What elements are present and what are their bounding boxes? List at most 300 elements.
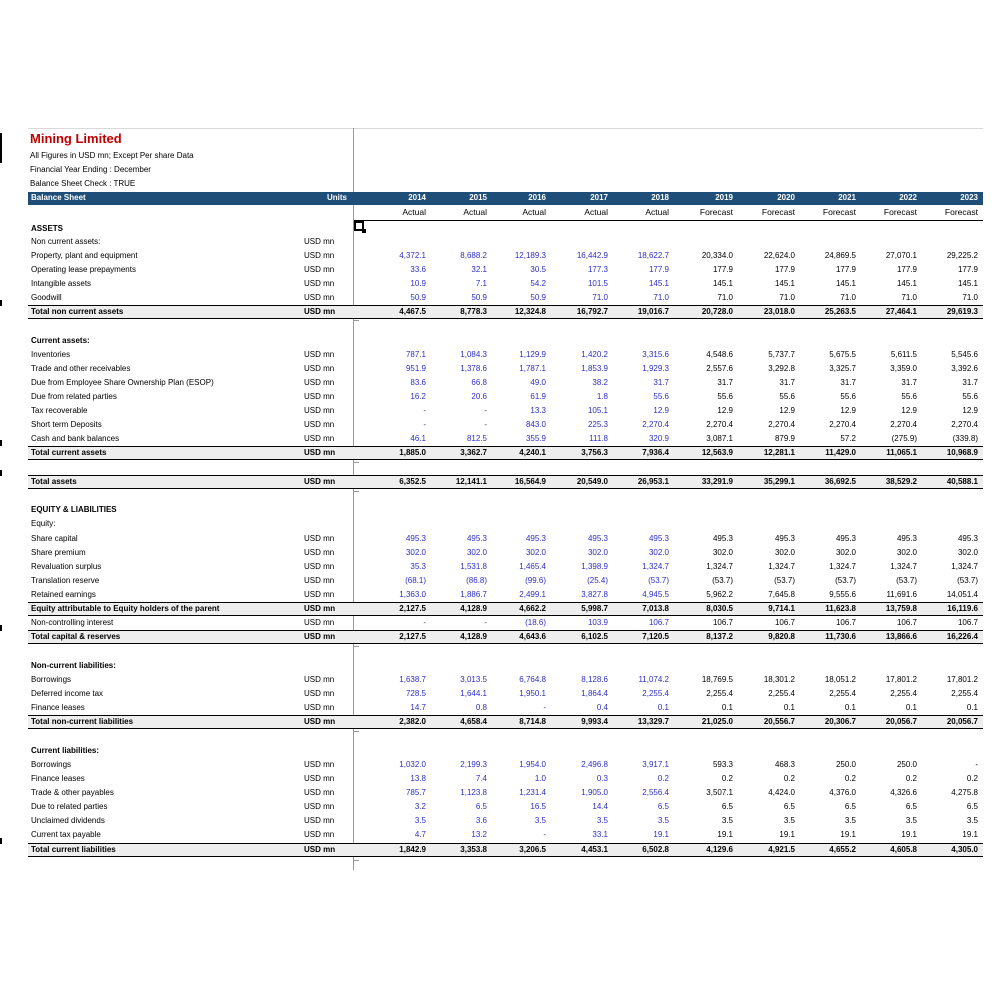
value-cell-2020[interactable]: 12,281.1: [763, 448, 795, 457]
value-cell-2022[interactable]: 38,529.2: [885, 477, 917, 486]
value-cell-2023[interactable]: 6.5: [966, 802, 978, 811]
value-cell-2017[interactable]: (25.4): [587, 576, 608, 585]
value-cell-2021[interactable]: 495.3: [835, 534, 856, 543]
value-cell-2021[interactable]: 4,376.0: [829, 788, 856, 797]
value-cell-2018[interactable]: 0.2: [657, 774, 669, 783]
value-cell-2023[interactable]: 3,392.6: [951, 364, 978, 373]
value-cell-2023[interactable]: 177.9: [957, 265, 978, 274]
value-cell-2014[interactable]: 3.5: [414, 816, 426, 825]
value-cell-2017[interactable]: 302.0: [587, 548, 608, 557]
value-cell-2023[interactable]: 40,588.1: [946, 477, 978, 486]
value-cell-2018[interactable]: 6.5: [657, 802, 669, 811]
value-cell-2015[interactable]: 1,531.8: [460, 562, 487, 571]
value-cell-2019[interactable]: 8,030.5: [706, 604, 733, 613]
value-cell-2022[interactable]: 55.6: [901, 392, 917, 401]
value-cell-2020[interactable]: 4,424.0: [768, 788, 795, 797]
value-cell-2014[interactable]: 787.1: [405, 350, 426, 359]
value-cell-2015[interactable]: 8,778.3: [460, 307, 487, 316]
value-cell-2021[interactable]: 5,675.5: [829, 350, 856, 359]
value-cell-2022[interactable]: 1,324.7: [890, 562, 917, 571]
value-cell-2020[interactable]: 3,292.8: [768, 364, 795, 373]
value-cell-2021[interactable]: 302.0: [835, 548, 856, 557]
value-cell-2015[interactable]: 50.9: [471, 293, 487, 302]
value-cell-2023[interactable]: 17,801.2: [946, 675, 978, 684]
value-cell-2022[interactable]: 31.7: [901, 378, 917, 387]
value-cell-2018[interactable]: 2,255.4: [642, 689, 669, 698]
value-cell-2021[interactable]: 18,051.2: [824, 675, 856, 684]
value-cell-2022[interactable]: 5,611.5: [890, 350, 917, 359]
value-cell-2015[interactable]: 495.3: [466, 534, 487, 543]
value-cell-2015[interactable]: 2,199.3: [460, 760, 487, 769]
value-cell-2018[interactable]: (53.7): [648, 576, 669, 585]
value-cell-2020[interactable]: (53.7): [774, 576, 795, 585]
value-cell-2019[interactable]: 3.5: [721, 816, 733, 825]
value-cell-2021[interactable]: 11,429.0: [825, 448, 856, 457]
value-cell-2021[interactable]: 71.0: [840, 293, 856, 302]
value-cell-2014[interactable]: 495.3: [405, 534, 426, 543]
value-cell-2020[interactable]: 1,324.7: [768, 562, 795, 571]
value-cell-2021[interactable]: 20,306.7: [824, 717, 856, 726]
value-cell-2021[interactable]: 2,270.4: [829, 420, 856, 429]
value-cell-2016[interactable]: 4,643.6: [519, 632, 546, 641]
value-cell-2015[interactable]: 1,084.3: [460, 350, 487, 359]
value-cell-2018[interactable]: 177.9: [648, 265, 669, 274]
value-cell-2022[interactable]: 20,056.7: [885, 717, 917, 726]
value-cell-2017[interactable]: 3,756.3: [581, 448, 608, 457]
value-cell-2020[interactable]: 0.2: [783, 774, 795, 783]
value-cell-2023[interactable]: 4,305.0: [951, 845, 978, 854]
value-cell-2016[interactable]: 30.5: [530, 265, 546, 274]
value-cell-2021[interactable]: 145.1: [835, 279, 856, 288]
value-cell-2018[interactable]: 7,013.8: [642, 604, 669, 613]
value-cell-2016[interactable]: (18.6): [525, 618, 546, 627]
value-cell-2017[interactable]: 1,905.0: [581, 788, 608, 797]
value-cell-2019[interactable]: 33,291.9: [701, 477, 733, 486]
value-cell-2021[interactable]: 55.6: [840, 392, 856, 401]
value-cell-2020[interactable]: 20,556.7: [763, 717, 795, 726]
value-cell-2023[interactable]: 20,056.7: [946, 717, 978, 726]
value-cell-2014[interactable]: (68.1): [405, 576, 426, 585]
value-cell-2018[interactable]: 106.7: [648, 618, 669, 627]
value-cell-2016[interactable]: 6,764.8: [519, 675, 546, 684]
value-cell-2015[interactable]: 1,644.1: [460, 689, 487, 698]
value-cell-2020[interactable]: 4,921.5: [768, 845, 795, 854]
value-cell-2016[interactable]: 1,954.0: [519, 760, 546, 769]
value-cell-2020[interactable]: 879.9: [774, 434, 795, 443]
value-cell-2020[interactable]: 35,299.1: [763, 477, 795, 486]
value-cell-2023[interactable]: 31.7: [962, 378, 978, 387]
value-cell-2023[interactable]: 0.1: [966, 703, 978, 712]
value-cell-2015[interactable]: -: [484, 618, 487, 627]
value-cell-2019[interactable]: 4,129.6: [706, 845, 733, 854]
value-cell-2016[interactable]: 50.9: [530, 293, 546, 302]
value-cell-2022[interactable]: (275.9): [891, 434, 917, 443]
value-cell-2018[interactable]: 1,324.7: [642, 562, 669, 571]
value-cell-2015[interactable]: (86.8): [466, 576, 487, 585]
value-cell-2016[interactable]: 495.3: [525, 534, 546, 543]
value-cell-2021[interactable]: 19.1: [840, 830, 856, 839]
value-cell-2019[interactable]: (53.7): [712, 576, 733, 585]
value-cell-2014[interactable]: 2,127.5: [399, 604, 426, 613]
value-cell-2018[interactable]: 19.1: [653, 830, 669, 839]
value-cell-2019[interactable]: 5,962.2: [706, 590, 733, 599]
value-cell-2022[interactable]: 11,065.1: [886, 448, 917, 457]
value-cell-2015[interactable]: 1,886.7: [460, 590, 487, 599]
value-cell-2019[interactable]: 2,270.4: [706, 420, 733, 429]
value-cell-2020[interactable]: 5,737.7: [768, 350, 795, 359]
value-cell-2017[interactable]: 20,549.0: [576, 477, 608, 486]
value-cell-2021[interactable]: (53.7): [835, 576, 856, 585]
value-cell-2017[interactable]: 1,420.2: [581, 350, 608, 359]
value-cell-2015[interactable]: 1,378.6: [460, 364, 487, 373]
value-cell-2023[interactable]: 3.5: [966, 816, 978, 825]
value-cell-2022[interactable]: 71.0: [901, 293, 917, 302]
value-cell-2017[interactable]: 9,993.4: [581, 717, 608, 726]
value-cell-2014[interactable]: 4,467.5: [399, 307, 426, 316]
value-cell-2022[interactable]: 11,691.6: [886, 590, 917, 599]
value-cell-2019[interactable]: 495.3: [712, 534, 733, 543]
value-cell-2018[interactable]: 12.9: [653, 406, 669, 415]
value-cell-2018[interactable]: 6,502.8: [642, 845, 669, 854]
value-cell-2020[interactable]: 2,255.4: [768, 689, 795, 698]
value-cell-2015[interactable]: 4,658.4: [460, 717, 487, 726]
value-cell-2014[interactable]: 302.0: [405, 548, 426, 557]
value-cell-2022[interactable]: 2,270.4: [890, 420, 917, 429]
value-cell-2014[interactable]: 785.7: [405, 788, 426, 797]
value-cell-2021[interactable]: 2,255.4: [829, 689, 856, 698]
value-cell-2018[interactable]: 11,074.2: [638, 675, 669, 684]
value-cell-2023[interactable]: 12.9: [962, 406, 978, 415]
value-cell-2018[interactable]: 31.7: [653, 378, 669, 387]
value-cell-2017[interactable]: 3,827.8: [581, 590, 608, 599]
value-cell-2018[interactable]: 2,556.4: [642, 788, 669, 797]
value-cell-2019[interactable]: 12.9: [717, 406, 733, 415]
value-cell-2021[interactable]: 24,869.5: [824, 251, 856, 260]
value-cell-2023[interactable]: 2,270.4: [951, 420, 978, 429]
value-cell-2016[interactable]: 1,787.1: [519, 364, 546, 373]
value-cell-2021[interactable]: 4,655.2: [829, 845, 856, 854]
value-cell-2015[interactable]: 7.4: [475, 774, 487, 783]
value-cell-2020[interactable]: 9,820.8: [768, 632, 795, 641]
value-cell-2023[interactable]: 302.0: [957, 548, 978, 557]
value-cell-2021[interactable]: 11,730.6: [825, 632, 856, 641]
value-cell-2018[interactable]: 495.3: [648, 534, 669, 543]
value-cell-2023[interactable]: 0.2: [966, 774, 978, 783]
value-cell-2019[interactable]: 145.1: [712, 279, 733, 288]
value-cell-2018[interactable]: 3,315.6: [642, 350, 669, 359]
value-cell-2020[interactable]: 177.9: [774, 265, 795, 274]
value-cell-2019[interactable]: 3,507.1: [706, 788, 733, 797]
value-cell-2022[interactable]: 302.0: [896, 548, 917, 557]
value-cell-2022[interactable]: 13,866.6: [885, 632, 917, 641]
value-cell-2014[interactable]: 951.9: [405, 364, 426, 373]
value-cell-2016[interactable]: 61.9: [530, 392, 546, 401]
value-cell-2014[interactable]: -: [423, 420, 426, 429]
value-cell-2019[interactable]: 593.3: [712, 760, 733, 769]
value-cell-2021[interactable]: 177.9: [835, 265, 856, 274]
value-cell-2021[interactable]: 250.0: [835, 760, 856, 769]
value-cell-2022[interactable]: 4,326.6: [890, 788, 917, 797]
value-cell-2016[interactable]: 16,564.9: [514, 477, 546, 486]
value-cell-2014[interactable]: 4.7: [414, 830, 426, 839]
value-cell-2016[interactable]: 2,499.1: [519, 590, 546, 599]
value-cell-2021[interactable]: 0.2: [844, 774, 856, 783]
value-cell-2016[interactable]: (99.6): [525, 576, 546, 585]
value-cell-2019[interactable]: 2,255.4: [706, 689, 733, 698]
value-cell-2016[interactable]: 3.5: [534, 816, 546, 825]
value-cell-2014[interactable]: 83.6: [410, 378, 426, 387]
value-cell-2022[interactable]: 177.9: [896, 265, 917, 274]
value-cell-2017[interactable]: 495.3: [587, 534, 608, 543]
value-cell-2018[interactable]: 18,622.7: [637, 251, 669, 260]
value-cell-2017[interactable]: 8,128.6: [581, 675, 608, 684]
value-cell-2019[interactable]: 55.6: [717, 392, 733, 401]
value-cell-2014[interactable]: 35.3: [410, 562, 426, 571]
value-cell-2023[interactable]: 106.7: [957, 618, 978, 627]
value-cell-2020[interactable]: 3.5: [783, 816, 795, 825]
value-cell-2022[interactable]: 13,759.8: [885, 604, 917, 613]
value-cell-2020[interactable]: 6.5: [783, 802, 795, 811]
value-cell-2021[interactable]: 12.9: [840, 406, 856, 415]
value-cell-2022[interactable]: 27,070.1: [885, 251, 917, 260]
value-cell-2020[interactable]: 19.1: [779, 830, 795, 839]
value-cell-2015[interactable]: 32.1: [471, 265, 487, 274]
value-cell-2015[interactable]: 3,353.8: [460, 845, 487, 854]
value-cell-2016[interactable]: 1,950.1: [519, 689, 546, 698]
value-cell-2015[interactable]: 0.8: [475, 703, 487, 712]
value-cell-2015[interactable]: 7.1: [475, 279, 487, 288]
value-cell-2015[interactable]: 6.5: [475, 802, 487, 811]
value-cell-2018[interactable]: 19,016.7: [637, 307, 669, 316]
value-cell-2022[interactable]: 27,464.1: [885, 307, 917, 316]
value-cell-2017[interactable]: 71.0: [592, 293, 608, 302]
value-cell-2017[interactable]: 5,998.7: [581, 604, 608, 613]
value-cell-2019[interactable]: 12,563.9: [701, 448, 733, 457]
value-cell-2016[interactable]: 16.5: [530, 802, 546, 811]
value-cell-2020[interactable]: 18,301.2: [763, 675, 795, 684]
value-cell-2015[interactable]: 812.5: [466, 434, 487, 443]
value-cell-2022[interactable]: 145.1: [896, 279, 917, 288]
value-cell-2022[interactable]: 106.7: [896, 618, 917, 627]
value-cell-2017[interactable]: 0.4: [596, 703, 608, 712]
value-cell-2016[interactable]: 13.3: [530, 406, 546, 415]
value-cell-2021[interactable]: 57.2: [840, 434, 856, 443]
value-cell-2023[interactable]: 14,051.4: [946, 590, 978, 599]
value-cell-2019[interactable]: 302.0: [712, 548, 733, 557]
value-cell-2022[interactable]: 6.5: [905, 802, 917, 811]
value-cell-2017[interactable]: 16,442.9: [576, 251, 608, 260]
value-cell-2019[interactable]: 21,025.0: [701, 717, 733, 726]
value-cell-2023[interactable]: 2,255.4: [951, 689, 978, 698]
value-cell-2022[interactable]: 3.5: [905, 816, 917, 825]
value-cell-2017[interactable]: 2,496.8: [581, 760, 608, 769]
value-cell-2016[interactable]: 1.0: [534, 774, 546, 783]
value-cell-2016[interactable]: -: [543, 830, 546, 839]
value-cell-2023[interactable]: 55.6: [962, 392, 978, 401]
value-cell-2021[interactable]: 1,324.7: [829, 562, 856, 571]
value-cell-2020[interactable]: 145.1: [774, 279, 795, 288]
value-cell-2018[interactable]: 2,270.4: [642, 420, 669, 429]
value-cell-2015[interactable]: 3,013.5: [460, 675, 487, 684]
value-cell-2019[interactable]: 0.1: [721, 703, 733, 712]
value-cell-2014[interactable]: 6,352.5: [399, 477, 426, 486]
value-cell-2018[interactable]: 26,953.1: [637, 477, 669, 486]
value-cell-2019[interactable]: 19.1: [717, 830, 733, 839]
value-cell-2023[interactable]: (339.8): [952, 434, 978, 443]
value-cell-2017[interactable]: 1,864.4: [581, 689, 608, 698]
value-cell-2015[interactable]: 13.2: [471, 830, 487, 839]
value-cell-2020[interactable]: 7,645.8: [768, 590, 795, 599]
value-cell-2018[interactable]: 302.0: [648, 548, 669, 557]
value-cell-2020[interactable]: 468.3: [774, 760, 795, 769]
value-cell-2015[interactable]: -: [484, 406, 487, 415]
value-cell-2016[interactable]: 3,206.5: [519, 845, 546, 854]
value-cell-2015[interactable]: 1,123.8: [460, 788, 487, 797]
value-cell-2023[interactable]: 145.1: [957, 279, 978, 288]
value-cell-2023[interactable]: 1,324.7: [951, 562, 978, 571]
value-cell-2017[interactable]: 33.1: [592, 830, 608, 839]
value-cell-2023[interactable]: 4,275.8: [951, 788, 978, 797]
value-cell-2019[interactable]: 3,087.1: [706, 434, 733, 443]
value-cell-2016[interactable]: 12,324.8: [514, 307, 546, 316]
value-cell-2014[interactable]: 33.6: [410, 265, 426, 274]
value-cell-2017[interactable]: 3.5: [596, 816, 608, 825]
value-cell-2022[interactable]: (53.7): [896, 576, 917, 585]
value-cell-2015[interactable]: 4,128.9: [460, 604, 487, 613]
value-cell-2016[interactable]: 843.0: [525, 420, 546, 429]
value-cell-2014[interactable]: 46.1: [410, 434, 426, 443]
value-cell-2014[interactable]: 1,032.0: [399, 760, 426, 769]
value-cell-2017[interactable]: 103.9: [587, 618, 608, 627]
value-cell-2017[interactable]: 6,102.5: [581, 632, 608, 641]
value-cell-2020[interactable]: 9,714.1: [768, 604, 795, 613]
value-cell-2016[interactable]: 1,231.4: [519, 788, 546, 797]
value-cell-2014[interactable]: 14.7: [410, 703, 426, 712]
value-cell-2021[interactable]: 106.7: [835, 618, 856, 627]
value-cell-2023[interactable]: 29,619.3: [946, 307, 978, 316]
value-cell-2015[interactable]: 12,141.1: [455, 477, 487, 486]
value-cell-2017[interactable]: 0.3: [596, 774, 608, 783]
value-cell-2019[interactable]: 8,137.2: [706, 632, 733, 641]
value-cell-2016[interactable]: -: [543, 703, 546, 712]
value-cell-2017[interactable]: 101.5: [587, 279, 608, 288]
value-cell-2014[interactable]: -: [423, 406, 426, 415]
value-cell-2020[interactable]: 0.1: [783, 703, 795, 712]
value-cell-2016[interactable]: 8,714.8: [519, 717, 546, 726]
value-cell-2014[interactable]: 728.5: [405, 689, 426, 698]
value-cell-2014[interactable]: 1,363.0: [399, 590, 426, 599]
value-cell-2014[interactable]: 4,372.1: [399, 251, 426, 260]
value-cell-2016[interactable]: 49.0: [530, 378, 546, 387]
value-cell-2015[interactable]: 3,362.7: [460, 448, 487, 457]
value-cell-2018[interactable]: 55.6: [653, 392, 669, 401]
value-cell-2021[interactable]: 3,325.7: [829, 364, 856, 373]
value-cell-2020[interactable]: 71.0: [779, 293, 795, 302]
value-cell-2017[interactable]: 38.2: [592, 378, 608, 387]
value-cell-2018[interactable]: 0.1: [657, 703, 669, 712]
value-cell-2018[interactable]: 145.1: [648, 279, 669, 288]
value-cell-2014[interactable]: 2,382.0: [399, 717, 426, 726]
value-cell-2022[interactable]: 495.3: [896, 534, 917, 543]
value-cell-2018[interactable]: 1,929.3: [642, 364, 669, 373]
value-cell-2021[interactable]: 25,263.5: [824, 307, 856, 316]
value-cell-2015[interactable]: 20.6: [471, 392, 487, 401]
value-cell-2023[interactable]: 10,968.9: [946, 448, 978, 457]
value-cell-2019[interactable]: 18,769.5: [701, 675, 733, 684]
value-cell-2021[interactable]: 6.5: [844, 802, 856, 811]
value-cell-2014[interactable]: 2,127.5: [399, 632, 426, 641]
value-cell-2022[interactable]: 4,605.8: [890, 845, 917, 854]
value-cell-2021[interactable]: 3.5: [844, 816, 856, 825]
value-cell-2018[interactable]: 71.0: [653, 293, 669, 302]
value-cell-2015[interactable]: 66.8: [471, 378, 487, 387]
value-cell-2022[interactable]: 2,255.4: [890, 689, 917, 698]
value-cell-2020[interactable]: 22,624.0: [763, 251, 795, 260]
value-cell-2016[interactable]: 4,662.2: [519, 604, 546, 613]
value-cell-2019[interactable]: 177.9: [712, 265, 733, 274]
value-cell-2020[interactable]: 23,018.0: [763, 307, 795, 316]
value-cell-2014[interactable]: 1,638.7: [399, 675, 426, 684]
value-cell-2023[interactable]: 19.1: [962, 830, 978, 839]
value-cell-2017[interactable]: 111.8: [589, 434, 608, 443]
value-cell-2018[interactable]: 13,329.7: [637, 717, 669, 726]
value-cell-2022[interactable]: 0.1: [905, 703, 917, 712]
value-cell-2014[interactable]: 16.2: [410, 392, 426, 401]
value-cell-2019[interactable]: 4,548.6: [706, 350, 733, 359]
value-cell-2021[interactable]: 11,623.8: [825, 604, 856, 613]
value-cell-2018[interactable]: 4,945.5: [642, 590, 669, 599]
value-cell-2014[interactable]: 1,842.9: [399, 845, 426, 854]
value-cell-2022[interactable]: 17,801.2: [885, 675, 917, 684]
value-cell-2014[interactable]: 50.9: [410, 293, 426, 302]
value-cell-2017[interactable]: 105.1: [587, 406, 608, 415]
value-cell-2015[interactable]: 4,128.9: [460, 632, 487, 641]
value-cell-2021[interactable]: 0.1: [844, 703, 856, 712]
value-cell-2022[interactable]: 19.1: [901, 830, 917, 839]
value-cell-2018[interactable]: 7,936.4: [642, 448, 669, 457]
value-cell-2017[interactable]: 1,398.9: [581, 562, 608, 571]
value-cell-2019[interactable]: 20,334.0: [701, 251, 733, 260]
value-cell-2023[interactable]: 495.3: [957, 534, 978, 543]
value-cell-2015[interactable]: 3.6: [475, 816, 487, 825]
value-cell-2019[interactable]: 0.2: [721, 774, 733, 783]
value-cell-2016[interactable]: 355.9: [525, 434, 546, 443]
value-cell-2016[interactable]: 302.0: [525, 548, 546, 557]
value-cell-2016[interactable]: 54.2: [530, 279, 546, 288]
value-cell-2018[interactable]: 3.5: [657, 816, 669, 825]
value-cell-2021[interactable]: 31.7: [840, 378, 856, 387]
value-cell-2014[interactable]: 3.2: [414, 802, 426, 811]
value-cell-2016[interactable]: 12,189.3: [514, 251, 546, 260]
value-cell-2015[interactable]: -: [484, 420, 487, 429]
value-cell-2022[interactable]: 250.0: [896, 760, 917, 769]
value-cell-2022[interactable]: 12.9: [901, 406, 917, 415]
value-cell-2023[interactable]: 16,226.4: [946, 632, 978, 641]
value-cell-2019[interactable]: 106.7: [712, 618, 733, 627]
value-cell-2023[interactable]: 71.0: [962, 293, 978, 302]
value-cell-2021[interactable]: 9,555.6: [829, 590, 856, 599]
value-cell-2020[interactable]: 106.7: [774, 618, 795, 627]
value-cell-2023[interactable]: -: [975, 760, 978, 769]
value-cell-2023[interactable]: 5,545.6: [951, 350, 978, 359]
value-cell-2020[interactable]: 55.6: [779, 392, 795, 401]
value-cell-2022[interactable]: 3,359.0: [890, 364, 917, 373]
value-cell-2016[interactable]: 4,240.1: [519, 448, 546, 457]
value-cell-2023[interactable]: 29,225.2: [946, 251, 978, 260]
value-cell-2017[interactable]: 4,453.1: [581, 845, 608, 854]
value-cell-2019[interactable]: 1,324.7: [706, 562, 733, 571]
value-cell-2023[interactable]: 16,119.6: [947, 604, 978, 613]
